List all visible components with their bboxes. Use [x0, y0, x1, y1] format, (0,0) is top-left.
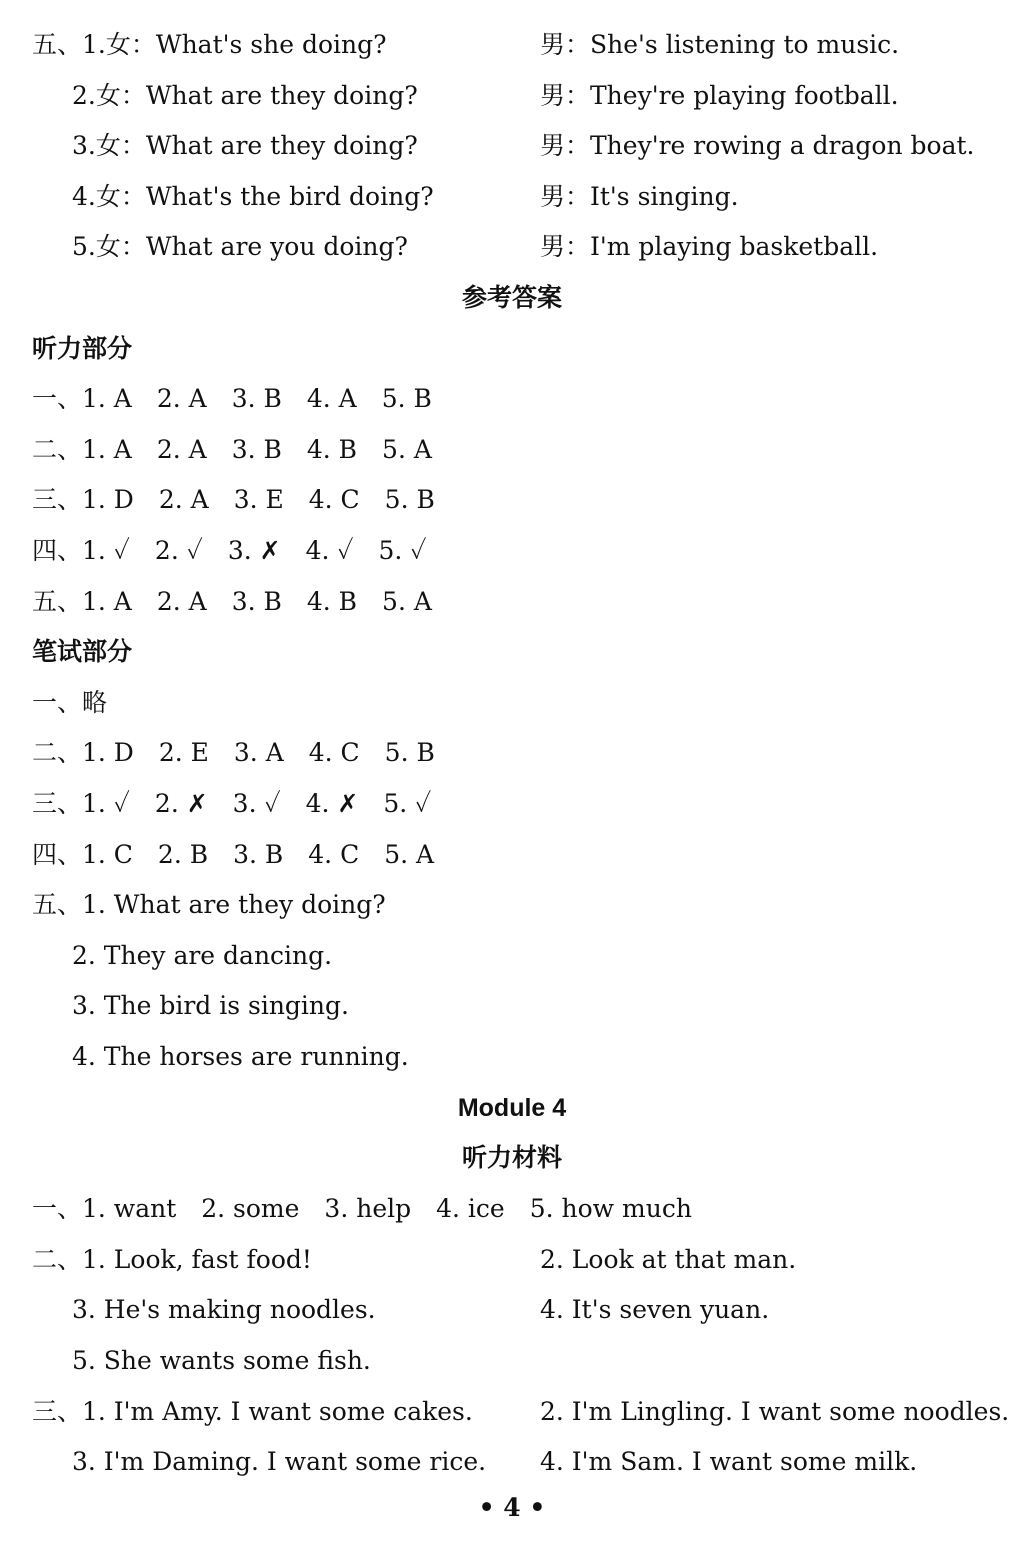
- answer-row: 五、1. What are they doing?: [32, 890, 386, 919]
- m4-row-right: 4. I'm Sam. I want some milk.: [540, 1447, 918, 1476]
- dialogue-q-5: 5.女：What are you doing?: [72, 232, 408, 261]
- dialogue-line-4: [0, 172, 1024, 222]
- dialogue-a-5: 男：I'm playing basketball.: [540, 232, 879, 261]
- written-heading-line: [0, 627, 1024, 677]
- answers-title: 参考答案: [461, 283, 562, 312]
- written-answer-cont-3: [0, 1032, 1024, 1082]
- m4-row-left: 5. She wants some fish.: [72, 1346, 371, 1375]
- answer-row: 三、1. D 2. A 3. E 4. C 5. B: [32, 485, 435, 514]
- dialogue-q-2: 2.女：What are they doing?: [72, 81, 418, 110]
- dialogue-a-1: 男：She's listening to music.: [540, 30, 900, 59]
- dialogue-a-3: 男：They're rowing a dragon boat.: [540, 131, 975, 160]
- m4-row-right: 2. I'm Lingling. I want some noodles.: [540, 1397, 1010, 1426]
- answer-row: 3. The bird is singing.: [72, 991, 349, 1020]
- written-answer-3: [0, 779, 1024, 829]
- answer-row: 一、略: [32, 688, 108, 717]
- answers-title-line: [0, 273, 1024, 323]
- page-number: • 4 •: [478, 1493, 546, 1522]
- module-title-line: [0, 1083, 1024, 1133]
- listening-heading-line: [0, 324, 1024, 374]
- m4-section2-row1: [0, 1235, 1024, 1285]
- material-title: 听力材料: [461, 1143, 562, 1172]
- answer-row: 四、1. C 2. B 3. B 4. C 5. A: [32, 840, 435, 869]
- dialogue-q-3: 3.女：What are they doing?: [72, 131, 418, 160]
- written-answer-2: [0, 728, 1024, 778]
- listening-answer-2: [0, 425, 1024, 475]
- answer-row: 二、1. D 2. E 3. A 4. C 5. B: [32, 738, 435, 767]
- m4-section3-row1: [0, 1387, 1024, 1437]
- listening-answer-4: [0, 526, 1024, 576]
- answer-row: 四、1. ✓ 2. ✓ 3. ✗ 4. ✓ 5. ✓: [32, 536, 427, 565]
- written-answer-4: [0, 830, 1024, 880]
- page-number-line: [0, 1483, 1024, 1533]
- listening-answer-5: [0, 577, 1024, 627]
- m4-line-1: [0, 1184, 1024, 1234]
- m4-row-right: 2. Look at that man.: [540, 1245, 797, 1274]
- dialogue-line-3: [0, 121, 1024, 171]
- dialogue-a-2: 男：They're playing football.: [540, 81, 899, 110]
- written-heading: 笔试部分: [32, 637, 133, 666]
- listening-answer-1: [0, 374, 1024, 424]
- module-title: Module 4: [457, 1094, 567, 1122]
- dialogue-a-4: 男：It's singing.: [540, 182, 739, 211]
- answer-row: 三、1. ✓ 2. ✗ 3. ✓ 4. ✗ 5. ✓: [32, 789, 432, 818]
- dialogue-line-5: [0, 222, 1024, 272]
- m4-row-left: 3. I'm Daming. I want some rice.: [72, 1447, 487, 1476]
- m4-row-left: 二、1. Look, fast food!: [32, 1245, 312, 1274]
- listening-answer-3: [0, 475, 1024, 525]
- m4-row-right: 4. It's seven yuan.: [540, 1295, 770, 1324]
- m4-row-left: 3. He's making noodles.: [72, 1295, 376, 1324]
- listening-heading: 听力部分: [32, 334, 133, 363]
- written-answer-cont-2: [0, 981, 1024, 1031]
- dialogue-line-1: [0, 20, 1024, 70]
- dialogue-line-2: [0, 71, 1024, 121]
- answer-row: 2. They are dancing.: [72, 941, 333, 970]
- written-answer-cont-1: [0, 931, 1024, 981]
- dialogue-q-4: 4.女：What's the bird doing?: [72, 182, 434, 211]
- answer-row: 五、1. A 2. A 3. B 4. B 5. A: [32, 587, 432, 616]
- m4-section2-row3: [0, 1336, 1024, 1386]
- m4-row-left: 三、1. I'm Amy. I want some cakes.: [32, 1397, 473, 1426]
- m4-section3-row2: [0, 1437, 1024, 1487]
- answer-row: 一、1. A 2. A 3. B 4. A 5. B: [32, 384, 432, 413]
- material-title-line: [0, 1133, 1024, 1183]
- written-answer-1: [0, 678, 1024, 728]
- answer-row: 4. The horses are running.: [72, 1042, 409, 1071]
- answer-row: 二、1. A 2. A 3. B 4. B 5. A: [32, 435, 432, 464]
- dialogue-q-1: 五、1.女：What's she doing?: [32, 30, 387, 59]
- m4-row: 一、1. want 2. some 3. help 4. ice 5. how much: [32, 1194, 692, 1223]
- written-answer-5: [0, 880, 1024, 930]
- m4-section2-row2: [0, 1285, 1024, 1335]
